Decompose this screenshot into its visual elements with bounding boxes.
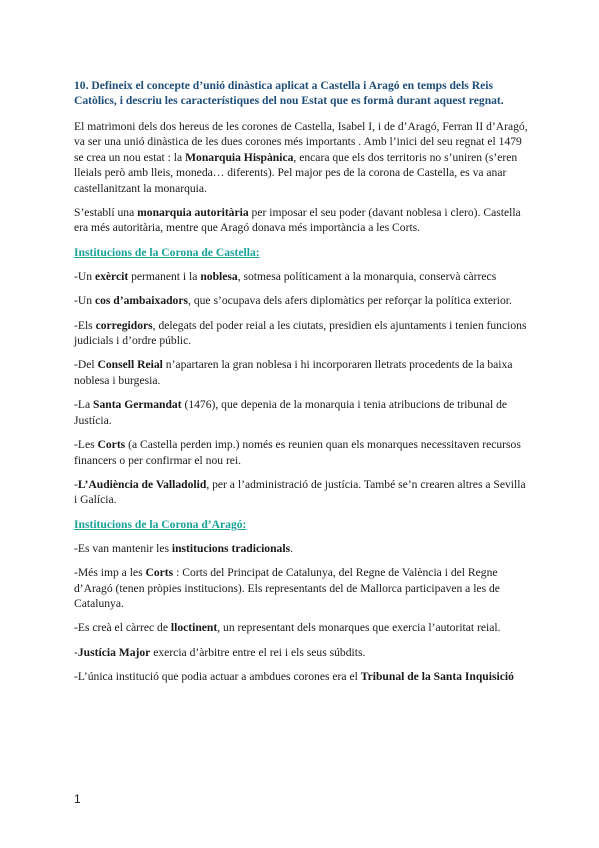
- list-item: -Els corregidors, delegats del poder reial a les ciutats, presidien els ajuntaments i tenien funcions judicials i d’ordre públic.: [74, 318, 527, 348]
- document-page: [74, 78, 529, 694]
- list-item: -L’única institució que podia actuar a ambdues corones era el Tribunal de la Santa Inquisició: [74, 670, 514, 684]
- list-item: -La Santa Germandat (1476), que depenia de la monarquia i tenia atribucions de tribunal de Justícia.: [74, 398, 508, 427]
- list-item: -Es van mantenir les institucions tradicionals.: [74, 541, 293, 555]
- list-item: -Més imp a les Corts : Corts del Principat de Catalunya, del Regne de València i del Regne d’Aragó (tenen pròpies institucions). Els representants del de Mallorca participaven a les de Catalunya.: [74, 566, 500, 610]
- section-title-castella: Institucions de la Corona de Castella:: [74, 245, 260, 259]
- question-heading: 10. Defineix el concepte d’unió dinàstica aplicat a Castella i Aragó en temps dels Reis Catòlics, i descriu les característiques del nou Estat que es formà durant aquest regnat.: [74, 79, 504, 107]
- list-item: -Un exèrcit permanent i la noblesa, sotmesa políticament a la monarquia, conservà càrrecs: [74, 269, 497, 283]
- list-item: -Un cos d’ambaixadors, que s’ocupava dels afers diplomàtics per reforçar la política exterior.: [74, 294, 512, 308]
- list-item: -Del Consell Reial n’apartaren la gran noblesa i hi incorporaren lletrats procedents de la baixa noblesa i burgesia.: [74, 358, 513, 387]
- intro-paragraph-2: S’establí una monarquia autoritària per imposar el seu poder (davant noblesa i clero). Castella era més autoritària, mentre que Aragó donava més importància a les Corts.: [74, 206, 521, 235]
- list-item: -Justícia Major exercia d’àrbitre entre el rei i els seus súbdits.: [74, 645, 366, 659]
- list-item: -L’Audiència de Valladolid, per a l’administració de justícia. També se’n crearen altres a Sevilla i Galícia.: [74, 477, 526, 507]
- list-item: -Les Corts (a Castella perden imp.) només es reunien quan els monarques necessitaven recursos financers o per confirmar el nou rei.: [74, 438, 521, 467]
- intro-paragraph-1: El matrimoni dels dos hereus de les corones de Castella, Isabel I, i de d’Aragó, Ferran II d’Aragó, va ser una unió dinàstica de les dues corones més importants . Amb l’inici del seu regnat el 1479 se crea un nou estat : la Monarquia Hispànica, encara que els dos territoris no s’uniren (s’eren lleials però amb lleis, moneda… diferents). Pel major pes de la corona de Castella, es va anar castellanitzant la monarquia.: [74, 120, 528, 195]
- page-number: 1: [74, 792, 81, 806]
- list-item: -Es creà el càrrec de lloctinent, un representant dels monarques que exercia l’autoritat reial.: [74, 621, 501, 635]
- section-title-arago: Institucions de la Corona d’Aragó:: [74, 517, 247, 531]
